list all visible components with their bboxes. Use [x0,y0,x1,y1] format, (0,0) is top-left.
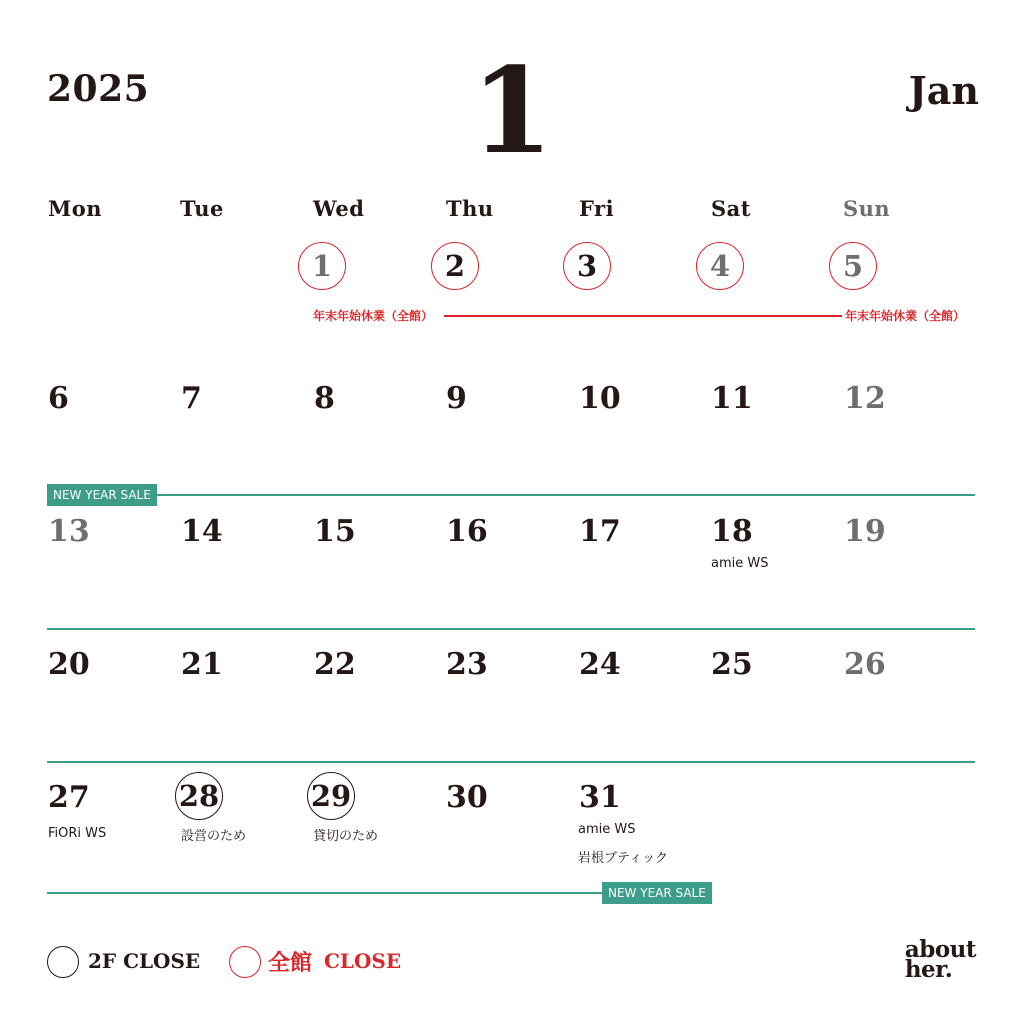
legend-2f-close: 2F CLOSE [88,949,201,973]
day-24: 24 [579,647,621,682]
logo-line-1: about [904,936,976,963]
day-10: 10 [579,381,621,416]
day-18: 18 [711,514,753,549]
day-14: 14 [181,514,223,549]
event-note-31a: amie WS [578,822,636,837]
month-name: Jan [908,68,979,113]
sale-range-line-week5 [47,761,975,763]
legend-all-kanji: 全館 [268,950,313,976]
logo-line-2: her. [904,956,953,983]
weekday-sun: Sun [843,196,891,221]
day-11: 11 [711,381,753,416]
weekday-mon: Mon [48,196,103,221]
sale-range-line-end [47,892,603,894]
day-25: 25 [711,647,753,682]
day-29-2f-closed: 29 [307,772,355,820]
day-27: 27 [48,780,90,815]
sale-end-badge: NEW YEAR SALE [602,882,712,904]
event-note-18: amie WS [711,556,769,571]
day-31: 31 [579,780,621,815]
day-15: 15 [314,514,356,549]
weekday-fri: Fri [579,196,615,221]
month-number: 1 [470,41,554,180]
day-30: 30 [446,780,488,815]
event-note-27: FiORi WS [48,826,107,841]
holiday-label-end: 年末年始休業（全館） [845,309,966,323]
event-note-31b: 岩根ブティック [578,851,668,866]
day-2-closed: 2 [431,242,479,290]
day-5-closed: 5 [829,242,877,290]
day-8: 8 [314,381,335,416]
day-12: 12 [844,381,886,416]
legend-all-close: CLOSE [324,949,402,973]
day-22: 22 [314,647,356,682]
event-note-28: 設営のため [181,829,247,844]
weekday-tue: Tue [180,196,224,221]
sale-start-badge: NEW YEAR SALE [47,484,157,506]
sale-range-line-week4 [47,628,975,630]
legend-black-circle-icon [47,946,79,978]
holiday-label-start: 年末年始休業（全館） [313,309,434,323]
day-1-closed: 1 [298,242,346,290]
weekday-wed: Wed [313,196,365,221]
legend-red-circle-icon [229,946,261,978]
day-21: 21 [181,647,223,682]
day-17: 17 [579,514,621,549]
day-13: 13 [48,514,90,549]
day-6: 6 [48,381,69,416]
day-19: 19 [844,514,886,549]
sale-range-line-week3 [155,494,975,496]
day-3-closed: 3 [563,242,611,290]
day-28-2f-closed: 28 [175,772,223,820]
day-26: 26 [844,647,886,682]
day-7: 7 [181,381,202,416]
day-9: 9 [446,381,467,416]
day-16: 16 [446,514,488,549]
day-23: 23 [446,647,488,682]
day-4-closed: 4 [696,242,744,290]
weekday-thu: Thu [446,196,494,221]
day-20: 20 [48,647,90,682]
year-label: 2025 [47,68,150,110]
event-note-29: 貸切のため [313,829,379,844]
brand-logo [904,936,976,983]
weekday-sat: Sat [711,196,751,221]
holiday-range-line [444,315,842,317]
